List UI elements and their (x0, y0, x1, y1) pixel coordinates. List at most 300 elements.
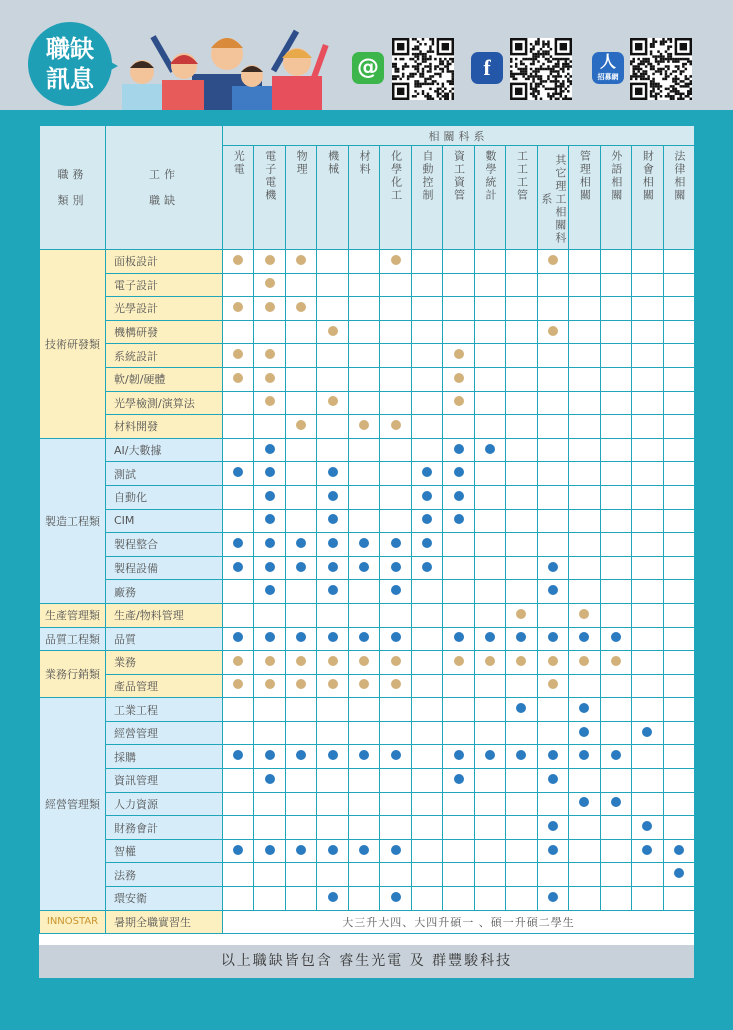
match-dot (579, 609, 589, 619)
match-cell (632, 674, 663, 698)
match-cell (443, 556, 474, 580)
match-cell (569, 297, 600, 321)
match-dot (296, 632, 306, 642)
match-cell (474, 485, 505, 509)
match-cell (506, 863, 537, 887)
facebook-icon[interactable] (471, 52, 503, 84)
match-cell (254, 745, 285, 769)
match-cell (285, 533, 316, 557)
match-cell (569, 769, 600, 793)
match-cell (632, 627, 663, 651)
match-dot (391, 750, 401, 760)
match-cell (537, 438, 568, 462)
match-cell (443, 344, 474, 368)
match-cell (411, 391, 442, 415)
footer-note: 以上職缺皆包含 睿生光電 及 群豐駿科技 (39, 945, 694, 978)
match-cell (285, 721, 316, 745)
match-cell (285, 391, 316, 415)
match-cell (474, 509, 505, 533)
major-label: 數學統計 (483, 150, 497, 202)
match-cell (380, 745, 411, 769)
category-cell: 生產管理類 (40, 603, 106, 627)
table-row (40, 698, 695, 722)
match-cell (537, 462, 568, 486)
match-cell (600, 556, 631, 580)
match-cell (474, 273, 505, 297)
match-cell (380, 533, 411, 557)
match-cell (348, 816, 379, 840)
match-cell (506, 627, 537, 651)
match-cell (411, 485, 442, 509)
table-row (40, 273, 695, 297)
match-dot (265, 750, 275, 760)
match-cell (223, 745, 254, 769)
match-cell (223, 415, 254, 439)
match-cell (223, 674, 254, 698)
match-cell (632, 273, 663, 297)
table-row (40, 816, 695, 840)
match-cell (411, 839, 442, 863)
match-cell (348, 603, 379, 627)
match-cell (411, 863, 442, 887)
match-cell (506, 485, 537, 509)
match-cell (348, 533, 379, 557)
match-cell (317, 438, 348, 462)
match-dot (359, 562, 369, 572)
match-cell (474, 816, 505, 840)
match-cell (632, 438, 663, 462)
major-header-9 (506, 146, 537, 250)
major-header-5 (380, 146, 411, 250)
match-cell (537, 344, 568, 368)
match-dot (548, 821, 558, 831)
match-cell (569, 509, 600, 533)
match-cell (317, 698, 348, 722)
match-cell (317, 250, 348, 274)
match-cell (411, 509, 442, 533)
match-cell (632, 320, 663, 344)
match-cell (474, 863, 505, 887)
match-cell (474, 344, 505, 368)
match-cell (474, 415, 505, 439)
match-cell (443, 509, 474, 533)
match-cell (600, 297, 631, 321)
match-cell (411, 580, 442, 604)
match-cell (537, 297, 568, 321)
match-cell (474, 792, 505, 816)
match-cell (348, 438, 379, 462)
match-cell (380, 391, 411, 415)
match-cell (600, 367, 631, 391)
match-cell (474, 250, 505, 274)
match-dot (265, 444, 275, 454)
match-dot (391, 538, 401, 548)
match-cell (506, 651, 537, 675)
match-cell (443, 863, 474, 887)
match-cell (223, 367, 254, 391)
match-cell (223, 509, 254, 533)
match-dot (548, 632, 558, 642)
match-cell (254, 344, 285, 368)
match-dot (579, 750, 589, 760)
match-cell (600, 674, 631, 698)
match-dot (265, 349, 275, 359)
major-header-3 (317, 146, 348, 250)
match-dot (674, 868, 684, 878)
match-dot (328, 750, 338, 760)
match-cell (223, 250, 254, 274)
match-cell (569, 415, 600, 439)
major-label: 光電 (232, 150, 246, 176)
match-cell (411, 887, 442, 911)
intern-note-cell: 大三升大四、大四升碩一 、碩一升碩二學生 (223, 910, 695, 934)
match-dot (548, 679, 558, 689)
match-cell (223, 438, 254, 462)
match-cell (537, 320, 568, 344)
match-cell (600, 533, 631, 557)
match-dot (516, 656, 526, 666)
category-cell: 經營管理類 (40, 698, 106, 910)
match-cell (223, 721, 254, 745)
match-cell (317, 509, 348, 533)
match-cell (317, 745, 348, 769)
match-cell (537, 863, 568, 887)
match-cell (254, 485, 285, 509)
match-cell (285, 344, 316, 368)
match-cell (223, 556, 254, 580)
match-cell (223, 839, 254, 863)
match-cell (380, 603, 411, 627)
match-cell (537, 674, 568, 698)
job-title-cell: 業務 (106, 651, 223, 675)
match-cell (506, 603, 537, 627)
table-row (40, 462, 695, 486)
table-row (40, 367, 695, 391)
match-cell (632, 887, 663, 911)
job-title-cell: 電子設計 (106, 273, 223, 297)
match-cell (317, 627, 348, 651)
match-cell (569, 344, 600, 368)
match-cell (348, 415, 379, 439)
match-dot (454, 349, 464, 359)
match-cell (380, 438, 411, 462)
match-dot (454, 373, 464, 383)
match-dot (516, 750, 526, 760)
match-cell (443, 887, 474, 911)
table-row (40, 297, 695, 321)
category-cell: 品質工程類 (40, 627, 106, 651)
match-cell (443, 391, 474, 415)
table-row (40, 344, 695, 368)
major-label: 財會相關 (641, 150, 655, 202)
match-cell (632, 651, 663, 675)
match-cell (411, 533, 442, 557)
match-cell (348, 556, 379, 580)
match-dot (611, 797, 621, 807)
match-cell (569, 887, 600, 911)
match-cell (380, 887, 411, 911)
match-cell (254, 674, 285, 698)
match-dot (454, 750, 464, 760)
match-cell (663, 297, 695, 321)
major-label: 機械 (326, 150, 340, 176)
match-dot (454, 467, 464, 477)
match-dot (422, 562, 432, 572)
match-cell (380, 580, 411, 604)
match-cell (254, 367, 285, 391)
major-label: 外語相關 (609, 150, 623, 202)
match-dot (454, 632, 464, 642)
match-dot (579, 727, 589, 737)
job-matrix-sheet (39, 125, 694, 945)
match-cell (663, 415, 695, 439)
match-cell (600, 698, 631, 722)
match-dot (296, 845, 306, 855)
match-cell (411, 745, 442, 769)
match-cell (663, 651, 695, 675)
match-cell (411, 344, 442, 368)
category-cell: 製造工程類 (40, 438, 106, 603)
match-dot (265, 562, 275, 572)
match-cell (411, 651, 442, 675)
match-cell (569, 533, 600, 557)
match-cell (254, 769, 285, 793)
match-cell (443, 485, 474, 509)
table-row (40, 887, 695, 911)
match-dot (265, 514, 275, 524)
match-cell (380, 651, 411, 675)
match-cell (506, 509, 537, 533)
match-cell (223, 792, 254, 816)
match-cell (380, 509, 411, 533)
match-cell (254, 792, 285, 816)
category-header: 職務 類別 (40, 126, 106, 250)
match-cell (411, 627, 442, 651)
match-cell (474, 533, 505, 557)
match-cell (443, 651, 474, 675)
match-cell (474, 462, 505, 486)
table-row (40, 651, 695, 675)
match-dot (611, 656, 621, 666)
match-cell (223, 769, 254, 793)
job-title-cell: 系統設計 (106, 344, 223, 368)
match-cell (506, 367, 537, 391)
category-cell: 業務行銷類 (40, 651, 106, 698)
match-cell (506, 580, 537, 604)
match-dot (265, 845, 275, 855)
match-cell (663, 438, 695, 462)
match-dot (422, 491, 432, 501)
match-cell (254, 297, 285, 321)
match-cell (285, 462, 316, 486)
match-cell (411, 367, 442, 391)
match-cell (443, 603, 474, 627)
match-cell (632, 509, 663, 533)
match-dot (485, 750, 495, 760)
match-cell (411, 674, 442, 698)
match-cell (317, 887, 348, 911)
match-cell (600, 769, 631, 793)
match-cell (506, 320, 537, 344)
match-cell (600, 415, 631, 439)
job-portal-icon[interactable] (592, 52, 624, 84)
match-dot (359, 750, 369, 760)
match-cell (474, 627, 505, 651)
match-cell (474, 745, 505, 769)
match-dot (328, 491, 338, 501)
match-cell (443, 792, 474, 816)
match-cell (632, 792, 663, 816)
cheering-people-illustration (112, 14, 342, 110)
match-cell (285, 674, 316, 698)
match-cell (506, 273, 537, 297)
match-cell (380, 273, 411, 297)
job-title-cell: 資訊管理 (106, 769, 223, 793)
job-title-cell: 機構研發 (106, 320, 223, 344)
line-qr-code (392, 38, 454, 100)
match-cell (537, 721, 568, 745)
match-cell (632, 580, 663, 604)
match-cell (506, 887, 537, 911)
match-cell (632, 556, 663, 580)
match-dot (359, 420, 369, 430)
match-dot (359, 679, 369, 689)
table-row (40, 863, 695, 887)
match-cell (317, 556, 348, 580)
match-dot (454, 491, 464, 501)
match-dot (328, 892, 338, 902)
match-dot (296, 679, 306, 689)
match-dot (328, 845, 338, 855)
match-dot (548, 774, 558, 784)
match-cell (223, 320, 254, 344)
job-header: 工作 職缺 (106, 126, 223, 250)
job-title-cell: 採購 (106, 745, 223, 769)
match-cell (443, 415, 474, 439)
match-cell (317, 415, 348, 439)
match-cell (569, 839, 600, 863)
match-dot (233, 255, 243, 265)
match-cell (285, 580, 316, 604)
match-cell (285, 438, 316, 462)
major-header-7 (443, 146, 474, 250)
match-cell (537, 250, 568, 274)
match-cell (632, 863, 663, 887)
match-cell (569, 863, 600, 887)
match-cell (506, 344, 537, 368)
match-cell (348, 509, 379, 533)
match-cell (569, 674, 600, 698)
match-cell (411, 462, 442, 486)
match-cell (254, 533, 285, 557)
match-cell (506, 792, 537, 816)
major-header-6 (411, 146, 442, 250)
match-cell (411, 415, 442, 439)
match-cell (663, 273, 695, 297)
match-cell (663, 556, 695, 580)
match-cell (254, 438, 285, 462)
match-cell (285, 320, 316, 344)
match-cell (474, 580, 505, 604)
match-cell (348, 769, 379, 793)
match-dot (265, 679, 275, 689)
match-cell (632, 721, 663, 745)
match-cell (380, 320, 411, 344)
match-cell (348, 792, 379, 816)
match-cell (632, 250, 663, 274)
match-dot (265, 632, 275, 642)
major-label: 材料 (358, 150, 372, 176)
match-cell (663, 627, 695, 651)
match-dot (548, 255, 558, 265)
match-cell (663, 533, 695, 557)
match-cell (223, 627, 254, 651)
match-dot (328, 396, 338, 406)
match-cell (285, 698, 316, 722)
match-cell (254, 509, 285, 533)
category-cell: 技術研發類 (40, 250, 106, 439)
line-icon[interactable] (352, 52, 384, 84)
match-cell (443, 438, 474, 462)
major-header-11 (569, 146, 600, 250)
job-title-cell: 光學檢測/演算法 (106, 391, 223, 415)
table-row (40, 603, 695, 627)
match-dot (233, 656, 243, 666)
match-cell (285, 887, 316, 911)
match-dot (233, 679, 243, 689)
match-cell (317, 462, 348, 486)
match-dot (359, 845, 369, 855)
match-cell (569, 603, 600, 627)
match-cell (537, 273, 568, 297)
match-cell (411, 297, 442, 321)
match-dot (265, 585, 275, 595)
match-cell (285, 485, 316, 509)
match-cell (569, 698, 600, 722)
match-cell (223, 863, 254, 887)
match-dot (328, 562, 338, 572)
match-cell (254, 863, 285, 887)
match-cell (600, 863, 631, 887)
job-title-cell: 智權 (106, 839, 223, 863)
badge-line-2: 訊息 (46, 65, 94, 93)
match-dot (265, 302, 275, 312)
match-dot (265, 538, 275, 548)
match-cell (348, 485, 379, 509)
major-header-4 (348, 146, 379, 250)
match-cell (317, 367, 348, 391)
major-label: 工工工管 (515, 150, 529, 202)
match-cell (506, 769, 537, 793)
match-cell (569, 745, 600, 769)
job-title-cell: 測試 (106, 462, 223, 486)
match-cell (223, 297, 254, 321)
match-cell (254, 816, 285, 840)
match-dot (328, 679, 338, 689)
match-cell (223, 533, 254, 557)
match-cell (223, 580, 254, 604)
facebook-qr-code (510, 38, 572, 100)
match-dot (391, 656, 401, 666)
match-cell (348, 887, 379, 911)
match-cell (569, 438, 600, 462)
match-cell (285, 769, 316, 793)
match-cell (474, 698, 505, 722)
match-cell (411, 556, 442, 580)
match-dot (548, 845, 558, 855)
match-cell (411, 438, 442, 462)
match-dot (328, 326, 338, 336)
